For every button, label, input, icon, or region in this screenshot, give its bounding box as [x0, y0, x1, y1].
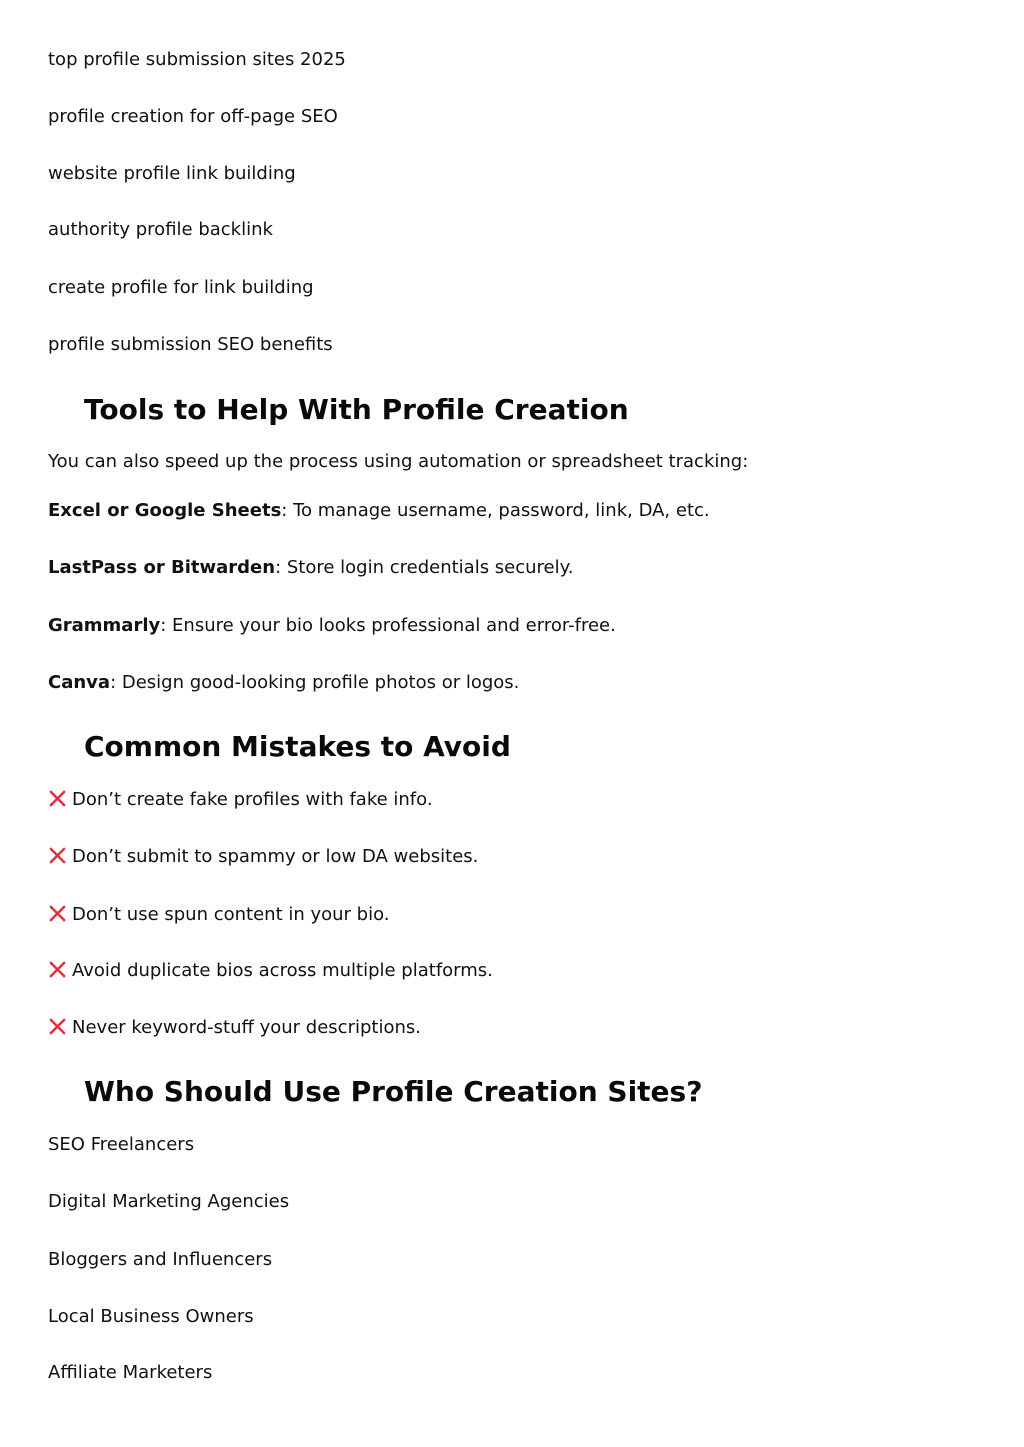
cross-mark-icon	[48, 960, 67, 979]
tool-description: : Store login credentials securely.	[275, 557, 574, 578]
tool-name: LastPass or Bitwarden	[48, 557, 276, 578]
mistake-item	[48, 1016, 421, 1040]
tool-item	[48, 556, 573, 580]
mistake-item	[48, 788, 433, 812]
cross-mark-icon	[48, 904, 67, 923]
tool-item	[48, 499, 710, 523]
tool-item	[48, 614, 616, 638]
mistakes-heading: Common Mistakes to Avoid	[84, 730, 511, 763]
keyword-item: create profile for link building	[48, 277, 314, 298]
tools-intro: You can also speed up the process using automation or spreadsheet tracking:	[48, 451, 749, 472]
mistake-text: Never keyword-stuff your descriptions.	[72, 1017, 421, 1038]
tool-description: : To manage username, password, link, DA, etc.	[281, 500, 710, 521]
tool-description: : Design good-looking profile photos or logos.	[110, 672, 520, 693]
mistake-item	[48, 903, 390, 927]
mistake-text: Don’t create fake profiles with fake info.	[72, 789, 433, 810]
audience-item: Digital Marketing Agencies	[48, 1191, 290, 1212]
tool-name: Canva	[48, 672, 111, 693]
cross-mark-icon	[48, 1017, 67, 1036]
keyword-item: profile submission SEO benefits	[48, 334, 333, 355]
mistake-item	[48, 845, 478, 869]
keyword-item: authority profile backlink	[48, 219, 273, 240]
keyword-item: profile creation for off-page SEO	[48, 106, 338, 127]
keyword-item: website profile link building	[48, 163, 296, 184]
tool-name: Excel or Google Sheets	[48, 500, 282, 521]
audience-item: Bloggers and Influencers	[48, 1249, 273, 1270]
audience-heading: Who Should Use Profile Creation Sites?	[84, 1075, 703, 1108]
mistake-text: Avoid duplicate bios across multiple platforms.	[72, 960, 493, 981]
tool-name: Grammarly	[48, 615, 161, 636]
audience-item: SEO Freelancers	[48, 1134, 195, 1155]
mistake-item	[48, 959, 493, 983]
tools-heading: Tools to Help With Profile Creation	[84, 393, 629, 426]
cross-mark-icon	[48, 789, 67, 808]
audience-item: Affiliate Marketers	[48, 1362, 213, 1383]
keyword-item: top profile submission sites 2025	[48, 49, 346, 70]
mistake-text: Don’t use spun content in your bio.	[72, 904, 390, 925]
tool-item	[48, 671, 519, 695]
mistake-text: Don’t submit to spammy or low DA websites.	[72, 846, 479, 867]
cross-mark-icon	[48, 846, 67, 865]
audience-item: Local Business Owners	[48, 1306, 254, 1327]
tool-description: : Ensure your bio looks professional and error-free.	[160, 615, 616, 636]
